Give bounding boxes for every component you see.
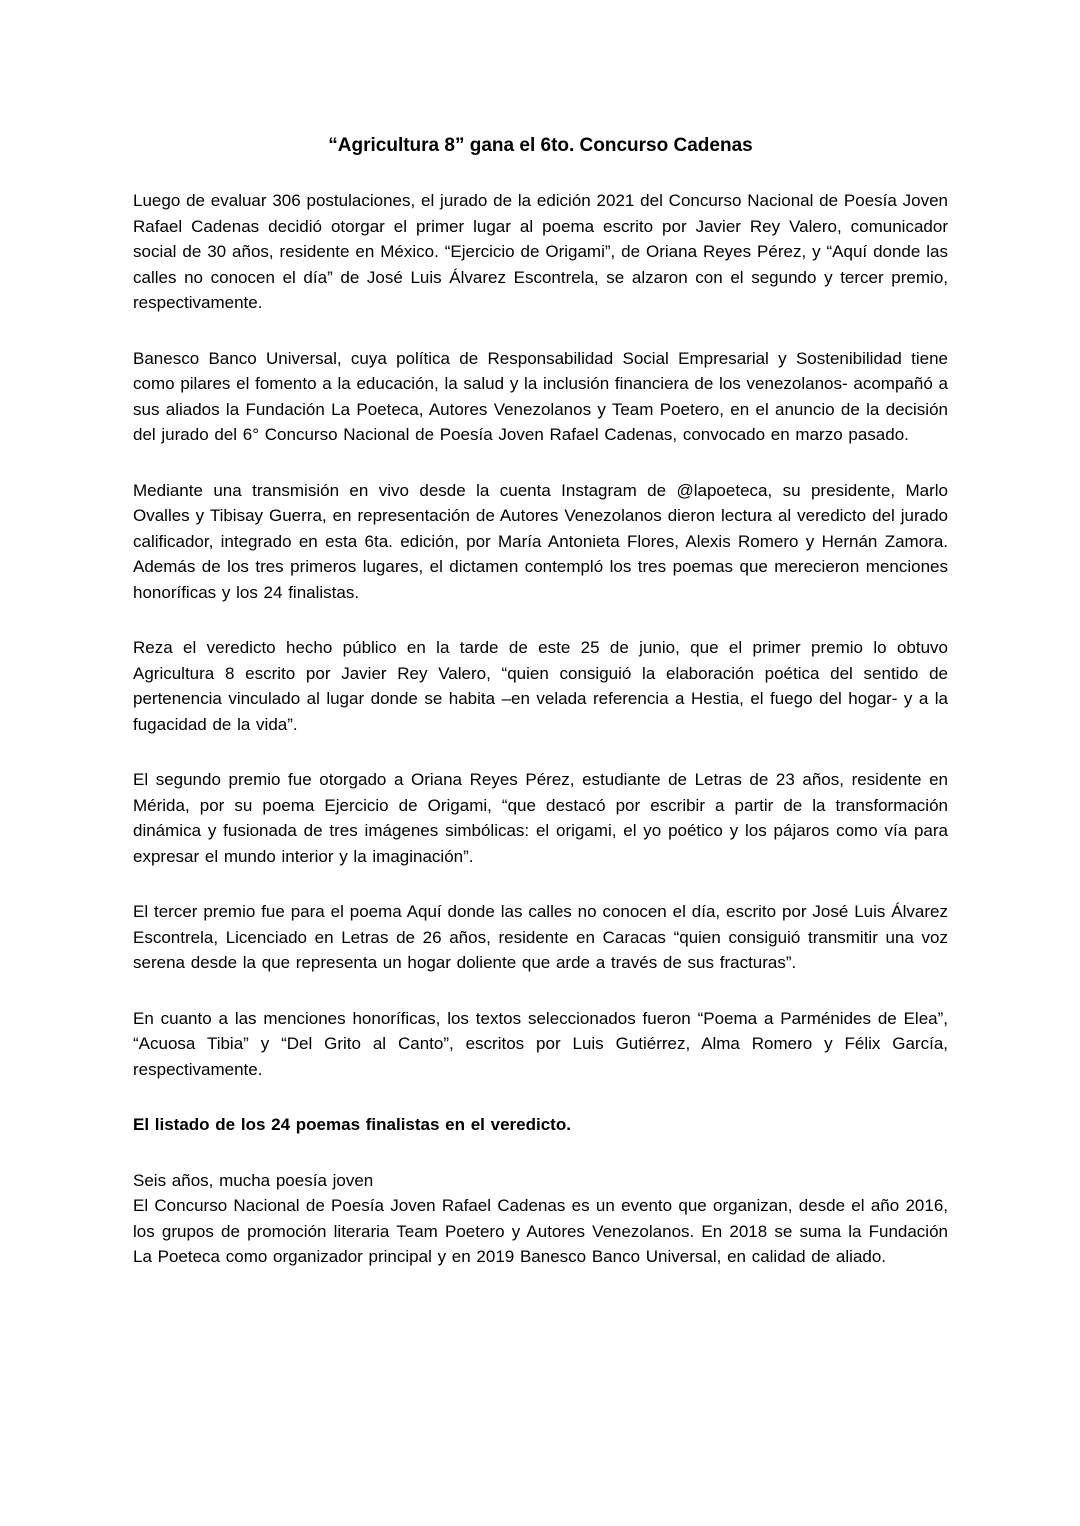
closing-intro-line: Seis años, mucha poesía joven [133, 1170, 374, 1190]
paragraph-lead: Luego de evaluar 306 postulaciones, el jurado de la edición 2021 del Concurso Nacional de Poesía Joven Rafael Cadenas decidió otorgar el primer lugar al poema escrito por Javier Rey Valero, comunicador social de 30 años, residente en México. “Ejercicio de Origami”, de Oriana Reyes Pérez, y “Aquí donde las calles no conocen el día” de José Luis Álvarez Escontrela, se alzaron con el segundo y tercer premio, respectivamente. [133, 191, 948, 312]
paragraph-banesco: Banesco Banco Universal, cuya política de Responsabilidad Social Empresarial y Sostenibilidad tiene como pilares el fomento a la educación, la salud y la inclusión financiera de los venezolanos- acompañó a sus aliados la Fundación La Poeteca, Autores Venezolanos y Team Poetero, en el anuncio de la decisión del jurado del 6° Concurso Nacional de Poesía Joven Rafael Cadenas, convocado en marzo pasado. [133, 348, 948, 444]
paragraph-primer-premio: Reza el veredicto hecho público en la tarde de este 25 de junio, que el primer premio lo obtuvo Agricultura 8 escrito por Javier Rey Valero, “quien consiguió la elaboración poética del sentido de pertenencia vinculado al lugar donde se habita –en velada referencia a Hestia, el fuego del hogar- y a la fugacidad de la vida”. [133, 638, 948, 734]
closing-block [133, 1168, 948, 1270]
paragraph-segundo-premio: El segundo premio fue otorgado a Oriana Reyes Pérez, estudiante de Letras de 23 años, residente en Mérida, por su poema Ejercicio de Origami, “que destacó por escribir a partir de la transformación dinámica y fusionada de tres imágenes simbólicas: el origami, el yo poético y los pájaros como vía para expresar el mundo interior y la imaginación”. [133, 770, 948, 866]
document-title: “Agricultura 8” gana el 6to. Concurso Cadenas [328, 135, 753, 156]
finalists-heading: El listado de los 24 poemas finalistas en el veredicto. [133, 1115, 571, 1134]
closing-paragraph: El Concurso Nacional de Poesía Joven Rafael Cadenas es un evento que organizan, desde el año 2016, los grupos de promoción literaria Team Poetero y Autores Venezolanos. En 2018 se suma la Fundación La Poeteca como organizador principal y en 2019 Banesco Banco Universal, en calidad de aliado. [133, 1196, 948, 1266]
paragraph-tercer-premio: El tercer premio fue para el poema Aquí donde las calles no conocen el día, escrito por José Luis Álvarez Escontrela, Licenciado en Letras de 26 años, residente en Caracas “quien consiguió transmitir una voz serena desde la que representa un hogar doliente que arde a través de sus fracturas”. [133, 902, 948, 972]
paragraph-menciones: En cuanto a las menciones honoríficas, los textos seleccionados fueron “Poema a Parménides de Elea”, “Acuosa Tibia” y “Del Grito al Canto”, escritos por Luis Gutiérrez, Alma Romero y Félix García, respectivamente. [133, 1008, 948, 1079]
paragraph-transmision: Mediante una transmisión en vivo desde la cuenta Instagram de @lapoeteca, su presidente, Marlo Ovalles y Tibisay Guerra, en representación de Autores Venezolanos dieron lectura al veredicto del jurado calificador, integrado en esta 6ta. edición, por María Antonieta Flores, Alexis Romero y Hernán Zamora. Además de los tres primeros lugares, el dictamen contempló los tres poemas que merecieron menciones honoríficas y los 24 finalistas. [133, 480, 948, 602]
